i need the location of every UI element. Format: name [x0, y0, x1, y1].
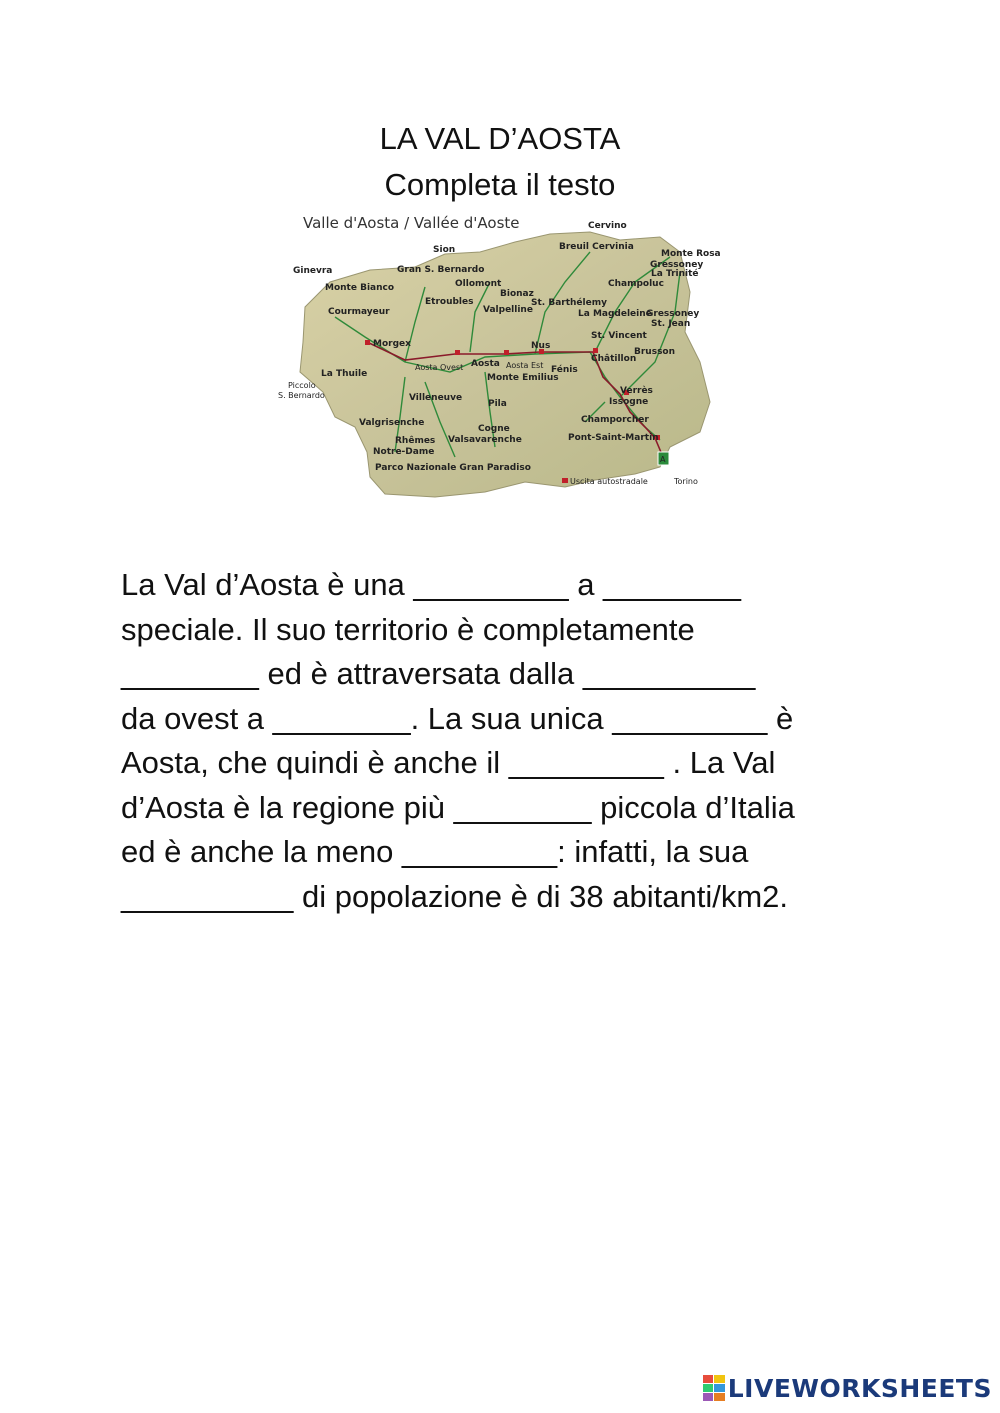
text-line: ed è anche la meno _________: infatti, la sua [121, 834, 749, 869]
map-place-label: Châtillon [591, 354, 637, 364]
map-image [275, 212, 725, 502]
map-place-label: Verrès [620, 386, 653, 396]
map-place-label: La Magdeleine [578, 309, 652, 319]
map-place-label: Champorcher [581, 415, 649, 425]
map-legend: Uscita autostradale [570, 477, 648, 486]
map-place-label: Monte Rosa [661, 249, 721, 259]
map-place-label: Valgrisenche [359, 418, 425, 428]
text-line: ________ ed è attraversata dalla __________ [121, 656, 756, 691]
map-place-label: Monte Emilius [487, 373, 559, 383]
map-place-label: La Thuile [321, 369, 368, 379]
map-place-label: Valsavarenche [448, 435, 522, 445]
text-line: d’Aosta è la regione più ________ piccola d’Italia [121, 789, 795, 825]
map-place-label: Parco Nazionale Gran Paradiso [375, 463, 531, 473]
map-place-label: A [660, 455, 666, 464]
map-place-label: Ginevra [293, 266, 333, 276]
map-place-label: Villeneuve [409, 393, 463, 403]
map-place-label: Bionaz [500, 289, 534, 299]
map-place-label: Cervino [588, 221, 627, 231]
liveworksheets-logo-icon [703, 1375, 725, 1401]
text-line: da ovest a ________. La sua unica _________ è [121, 700, 794, 736]
map-place-label: Pila [488, 399, 507, 409]
worksheet-subtitle: Completa il testo [384, 167, 616, 202]
text-line: speciale. Il suo territorio è completamente [121, 611, 695, 647]
map-place-label: Fénis [551, 365, 578, 375]
liveworksheets-logo [703, 1371, 992, 1405]
map-place-label: Gressoney [646, 309, 700, 319]
map-place-label: Monte Bianco [325, 283, 395, 293]
map-place-label: La Trinité [651, 269, 699, 279]
map-place-label: S. Bernardo [278, 391, 325, 400]
text-line: Aosta, che quindi è anche il _________ . La Val [121, 745, 776, 780]
map-place-label: Notre-Dame [373, 447, 435, 457]
map-place-label: Courmayeur [328, 307, 390, 317]
map-place-label: Aosta Ovest [415, 363, 464, 372]
map-place-label: Brusson [634, 347, 676, 357]
logo-text: LIVEWORKSHEETS [727, 1373, 992, 1403]
text-line: __________ di popolazione è di 38 abitanti/km2. [121, 878, 789, 914]
valle-d-aosta-map [275, 212, 725, 502]
map-place-label: Etroubles [425, 297, 474, 307]
map-caption: Valle d'Aosta / Vallée d'Aoste [303, 214, 520, 232]
map-place-label: Piccolo [288, 381, 316, 390]
map-place-label: Pont-Saint-Martin [568, 433, 659, 443]
map-place-label: Gran S. Bernardo [397, 265, 485, 275]
map-place-label: St. Vincent [591, 331, 647, 341]
map-place-label: Issogne [609, 397, 649, 407]
map-place-label: Torino [674, 477, 698, 486]
map-place-label: St. Jean [651, 319, 691, 329]
map-place-label: Aosta Est [506, 361, 544, 370]
map-place-label: Sion [433, 245, 456, 255]
worksheet-title: LA VAL D’AOSTA [379, 121, 621, 156]
map-place-label: St. Barthélemy [531, 298, 607, 308]
text-line: La Val d’Aosta è una _________ a ________ [121, 567, 741, 602]
map-place-label: Nus [531, 341, 551, 351]
map-place-label: Aosta [471, 359, 500, 369]
map-place-label: Ollomont [455, 279, 502, 289]
map-place-label: Cogne [478, 424, 510, 434]
fill-in-paragraph [121, 563, 881, 919]
map-place-label: Gressoney [650, 260, 704, 270]
map-place-label: Champoluc [608, 279, 664, 289]
map-place-label: Rhêmes [395, 436, 436, 446]
map-place-label: Valpelline [483, 305, 533, 315]
map-place-label: Breuil Cervinia [559, 242, 634, 252]
map-place-label: Morgex [373, 339, 411, 349]
